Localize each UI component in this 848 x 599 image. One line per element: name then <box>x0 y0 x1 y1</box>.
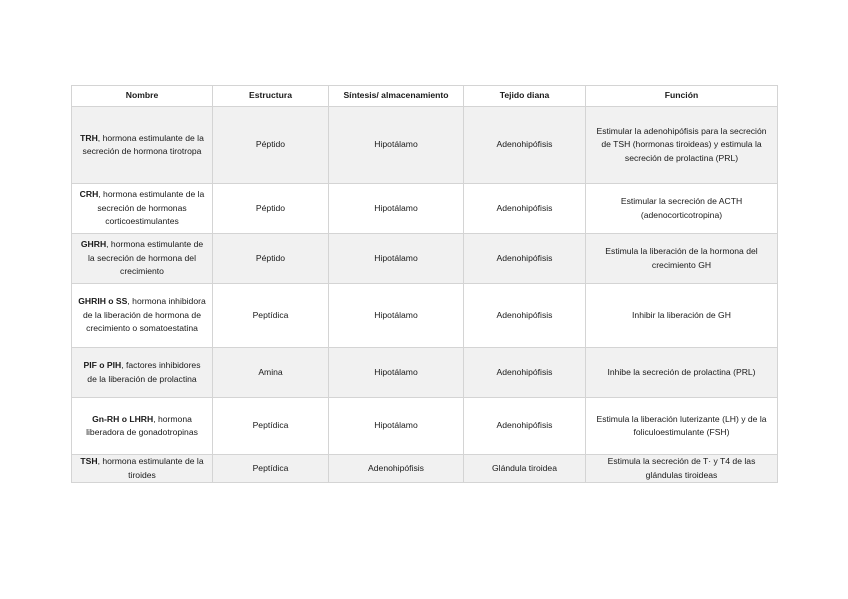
hormone-name: , hormona liberadora de gonadotropinas <box>86 413 198 437</box>
cell-nombre <box>72 455 213 483</box>
cell-sintesis: Hipotálamo <box>329 284 464 348</box>
cell-sintesis: Hipotálamo <box>329 348 464 398</box>
cell-funcion: Estimula la liberación luterizante (LH) y de la foliculoestimulante (FSH) <box>586 398 778 455</box>
hormone-abbr: PIF o PIH <box>83 360 122 370</box>
table-row <box>72 398 778 455</box>
table-row <box>72 234 778 284</box>
header-nombre: Nombre <box>72 86 213 107</box>
cell-tejido-diana: Adenohipófisis <box>464 348 586 398</box>
cell-nombre <box>72 234 213 284</box>
table-row <box>72 107 778 184</box>
cell-sintesis: Hipotálamo <box>329 234 464 284</box>
hormone-abbr: GHRH <box>80 239 107 250</box>
cell-nombre <box>72 398 213 455</box>
cell-sintesis: Hipotálamo <box>329 107 464 184</box>
cell-estructura: Peptídica <box>213 455 329 483</box>
cell-tejido-diana: Glándula tiroidea <box>464 455 586 483</box>
table-header-row <box>72 86 778 107</box>
cell-tejido-diana: Adenohipófisis <box>464 234 586 284</box>
cell-sintesis: Hipotálamo <box>329 184 464 234</box>
hormones-table <box>71 85 778 483</box>
cell-estructura: Péptido <box>213 234 329 284</box>
hormone-name: , hormona estimulante de la secreción de hormonas corticoestimulantes <box>97 189 205 227</box>
cell-estructura: Péptido <box>213 184 329 234</box>
hormone-name: , hormona estimulante de la secreción de hormona del crecimiento <box>88 239 204 277</box>
cell-nombre <box>72 107 213 184</box>
cell-estructura: Amina <box>213 348 329 398</box>
cell-tejido-diana: Adenohipófisis <box>464 284 586 348</box>
cell-funcion: Estimula la liberación de la hormona del crecimiento GH <box>586 234 778 284</box>
cell-estructura: Péptido <box>213 107 329 184</box>
hormone-abbr: CRH <box>79 189 99 200</box>
cell-tejido-diana: Adenohipófisis <box>464 398 586 455</box>
cell-sintesis: Hipotálamo <box>329 398 464 455</box>
header-estructura: Estructura <box>213 86 329 107</box>
header-sintesis: Síntesis/ almacenamiento <box>329 86 464 107</box>
hormone-abbr: GHRIH o SS <box>78 296 128 307</box>
cell-sintesis: Adenohipófisis <box>329 455 464 483</box>
table-row <box>72 284 778 348</box>
cell-estructura: Peptídica <box>213 284 329 348</box>
header-tejido-diana: Tejido diana <box>464 86 586 107</box>
hormone-name: , hormona estimulante de la secreción de hormona tirotropa <box>82 132 204 156</box>
cell-funcion: Estimular la adenohipófisis para la secreción de TSH (hormonas tiroideas) y estimula la secreción de prolactina (PRL) <box>586 107 778 184</box>
cell-nombre <box>72 184 213 234</box>
cell-funcion: Inhibir la liberación de GH <box>586 284 778 348</box>
cell-tejido-diana: Adenohipófisis <box>464 107 586 184</box>
hormone-name: , hormona estimulante de la tiroides <box>97 456 204 480</box>
table-row <box>72 348 778 398</box>
hormone-abbr: Gn-RH o LHRH <box>92 413 154 424</box>
hormone-name: , hormona inhibidora de la liberación de hormona de crecimiento o somatoestatina <box>82 296 206 334</box>
table-row <box>72 455 778 483</box>
cell-nombre <box>72 284 213 348</box>
cell-estructura: Peptídica <box>213 398 329 455</box>
cell-tejido-diana: Adenohipófisis <box>464 184 586 234</box>
cell-funcion: Estimula la secreción de T· y T4 de las glándulas tiroideas <box>586 455 778 483</box>
cell-funcion: Inhibe la secreción de prolactina (PRL) <box>586 348 778 398</box>
header-funcion: Función <box>586 86 778 107</box>
table-row <box>72 184 778 234</box>
hormone-abbr: TRH <box>80 132 98 143</box>
hormone-name: , factores inhibidores de la liberación de prolactina <box>87 360 201 384</box>
hormone-abbr: TSH <box>80 456 98 466</box>
cell-nombre <box>72 348 213 398</box>
cell-funcion: Estimular la secreción de ACTH (adenocorticotropina) <box>586 184 778 234</box>
